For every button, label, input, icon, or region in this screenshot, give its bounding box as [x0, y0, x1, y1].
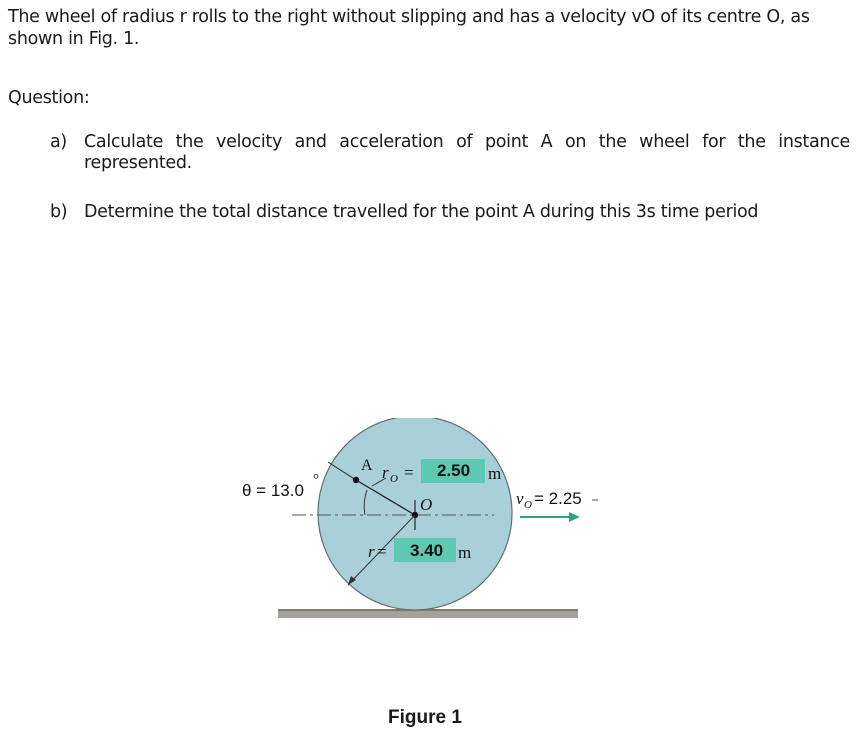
question-a [50, 132, 850, 174]
v0-value: = 2.25 [534, 489, 582, 508]
r0-symbol: r [382, 463, 389, 482]
wheel-figure [220, 418, 600, 648]
question-a-text: Calculate the velocity and acceleration of point A on the wheel for the instance represented. [84, 132, 850, 173]
r0-equals: = [404, 463, 414, 482]
r-equals: = [377, 542, 387, 561]
question-b-label: b) [50, 202, 68, 222]
r-unit: m [458, 543, 472, 562]
center-O-label: O [420, 495, 433, 514]
question-b [50, 202, 850, 223]
question-heading: Question: [8, 88, 90, 108]
question-a-label: a) [50, 132, 67, 152]
problem-statement: The wheel of radius r rolls to the right without slipping and has a velocity vO of its centre O, as shown in Fig. 1. [8, 7, 810, 49]
theta-label: θ = 13.0 [242, 481, 304, 500]
point-A-label: A [361, 457, 373, 474]
r0-subscript: O [390, 473, 398, 485]
figure-caption: Figure 1 [388, 707, 462, 728]
v0-subscript: O [524, 499, 532, 511]
point-A-dot [353, 477, 359, 483]
question-b-text: Determine the total distance travelled for the point A during this 3s time period [84, 202, 759, 222]
v0-symbol: v [516, 489, 524, 508]
theta-degree: ° [313, 472, 319, 488]
r0-value: 2.50 [437, 461, 471, 480]
r0-unit: m [488, 464, 502, 483]
ground-surface [278, 610, 578, 618]
r-symbol: r [368, 542, 375, 561]
v0-arrow-head [569, 512, 580, 522]
r-value: 3.40 [410, 541, 444, 560]
wheel-diagram [220, 418, 600, 648]
